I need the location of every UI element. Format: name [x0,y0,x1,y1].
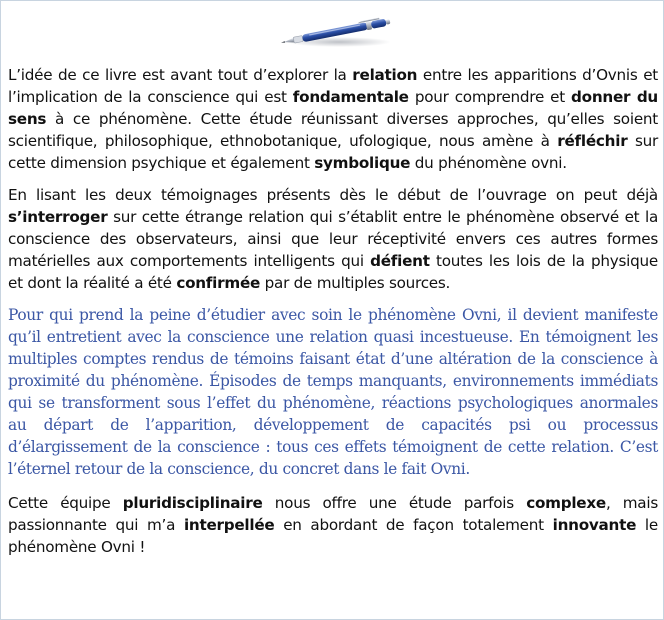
bold-term: symbolique [314,154,411,172]
bold-term: complexe [526,494,606,512]
bold-term: défient [370,252,430,270]
text-run: à ce phénomène. Cette étude réunissant diverses approches, qu’elles soient scientifique, philosophique, ethnobotanique, ufologique, nous amène à [8,110,658,150]
text-run: En lisant les deux témoignages présents dès le début de l’ouvrage on peut déjà [8,186,658,204]
bold-term: innovante [552,516,637,534]
text-run: L’idée de ce livre est avant tout d’explorer la [8,66,353,84]
text-run: par de multiples sources. [260,274,451,292]
text-run: , mais passionnante qui m’a [8,494,658,534]
bold-term: pluridisciplinaire [122,494,263,512]
testimony-paragraph [8,184,658,294]
article-content [8,64,658,558]
bold-term: réfléchir [557,132,628,150]
bold-term: s’interroger [8,208,108,226]
text-run: en abordant de façon totalement [274,516,553,534]
text-run: nous offre une étude parfois [262,494,527,512]
text-run: toutes les lois de la physique et dont la réalité a été [8,252,658,292]
intro-paragraph [8,64,658,174]
conclusion-paragraph [8,492,658,558]
bold-term: confirmée [176,274,261,292]
bold-term: interpellée [183,516,275,534]
bold-term: donner du sens [8,88,658,128]
bold-term: fondamentale [292,88,409,106]
text-run: entre les apparitions d’Ovnis et l’implication de la conscience qui est [8,66,659,106]
text-run: sur cette dimension psychique et également [8,132,658,172]
bold-term: relation [352,66,418,84]
text-run: pour comprendre et [408,88,572,106]
quote-paragraph: Pour qui prend la peine d’étudier avec soin le phénomène Ovni, il devient manifeste qu’il entretient avec la conscience une relation quasi incestueuse. En témoignent les multiples comptes rendus de témoins faisant état d’une altération de la conscience à proximité du phénomène. Épisodes de temps manquants, environnements immédiats qui se transforment sous l’effet du phénomène, réactions psychologiques anormales au départ de l’apparition, développement de capacités psi ou processus d’élargissement de la conscience : tous ces effets témoignent de cette relation. C’est l’éternel retour de la conscience, du concret dans le fait Ovni. [8,306,658,478]
text-run: le phénomène Ovni ! [8,516,658,556]
text-run: sur cette étrange relation qui s’établit entre le phénomène observé et la conscience des observateurs, ainsi que leur réceptivité envers ces autres formes matérielles aux comportements intelligents qui [8,208,658,270]
pen-icon [277,15,395,49]
text-run: Cette équipe [8,494,123,512]
text-run: du phénomène ovni. [410,154,567,172]
